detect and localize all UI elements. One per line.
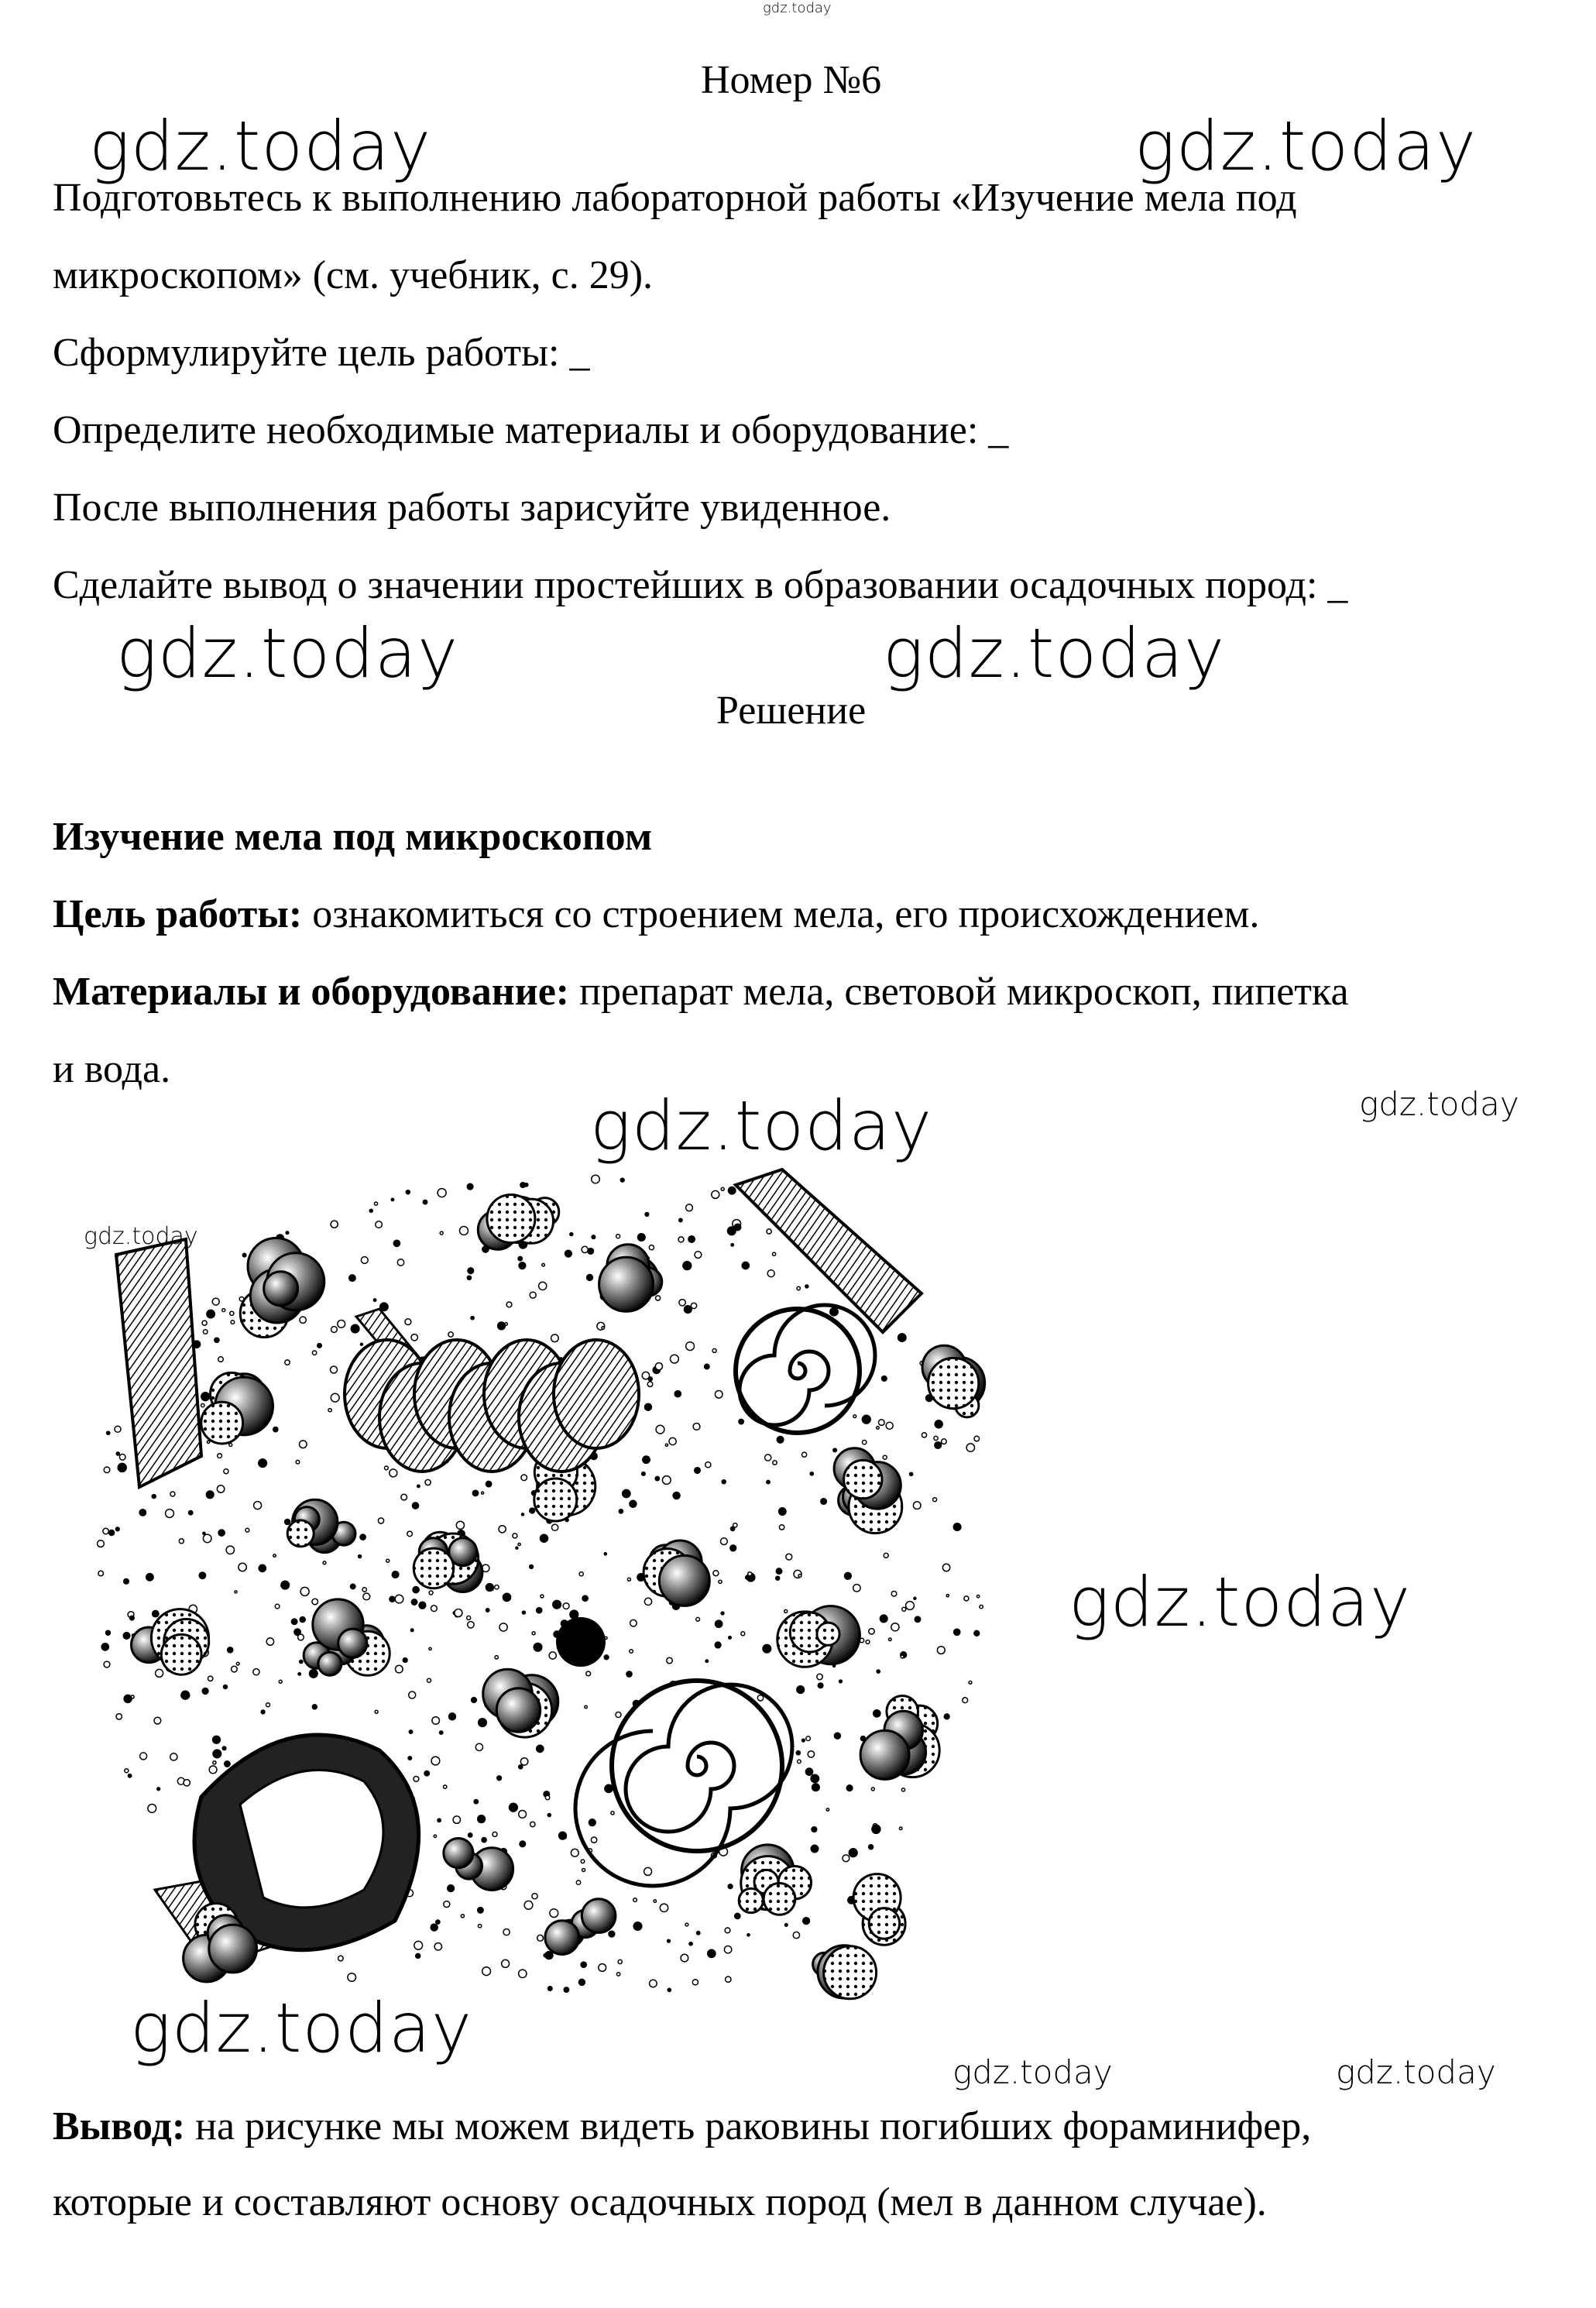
watermark: gdz.today — [89, 106, 432, 186]
task-number: Номер №6 — [701, 58, 882, 102]
chalk-microscope-foraminifera-illustration — [85, 1162, 999, 2006]
top-source-watermark: gdz.today — [763, 0, 832, 16]
task-line-3: Сформулируйте цель работы: _ — [53, 331, 590, 375]
watermark: gdz.today — [883, 613, 1226, 693]
watermark: gdz.today — [1069, 1562, 1412, 1642]
materials-line-cont: и вода. — [53, 1047, 171, 1091]
task-line-2: микроскопом» (см. учебник, с. 29). — [53, 253, 654, 297]
conclusion-line — [53, 2104, 1312, 2148]
watermark: gdz.today — [1134, 106, 1478, 186]
goal-label: Цель работы: — [53, 892, 303, 936]
materials-label: Материалы и оборудование: — [53, 970, 570, 1014]
conclusion-line-cont: которые и составляют основу осадочных пород (мел в данном случае). — [53, 2180, 1267, 2224]
task-line-6: Сделайте вывод о значении простейших в образовании осадочных пород: _ — [53, 563, 1348, 607]
materials-text: препарат мела, световой микроскоп, пипетка — [569, 970, 1349, 1014]
lab-title: Изучение мела под микроскопом — [53, 815, 653, 859]
conclusion-label: Вывод: — [53, 2104, 186, 2148]
watermark: gdz.today — [130, 1988, 473, 2068]
watermark: gdz.today — [590, 1086, 933, 1166]
goal-text: ознакомиться со строением мела, его происхождением. — [302, 892, 1260, 936]
watermark: gdz.today — [1359, 1085, 1519, 1123]
task-line-1: Подготовьтесь к выполнению лабораторной работы «Изучение мела под — [53, 176, 1297, 220]
watermark: gdz.today — [116, 613, 459, 693]
dark-sphere — [556, 1617, 606, 1667]
materials-line — [53, 972, 1349, 1012]
conclusion-text: на рисунке мы можем видеть раковины погибших фораминифер, — [185, 2104, 1312, 2148]
solution-heading: Решение — [716, 689, 867, 733]
goal-line — [53, 892, 1260, 936]
watermark: gdz.today — [84, 1223, 198, 1250]
task-line-5: После выполнения работы зарисуйте увиденное. — [53, 486, 891, 530]
task-line-4: Определите необходимые материалы и оборудование: _ — [53, 408, 1009, 452]
watermark: gdz.today — [1336, 2053, 1496, 2091]
watermark: gdz.today — [952, 2053, 1113, 2091]
